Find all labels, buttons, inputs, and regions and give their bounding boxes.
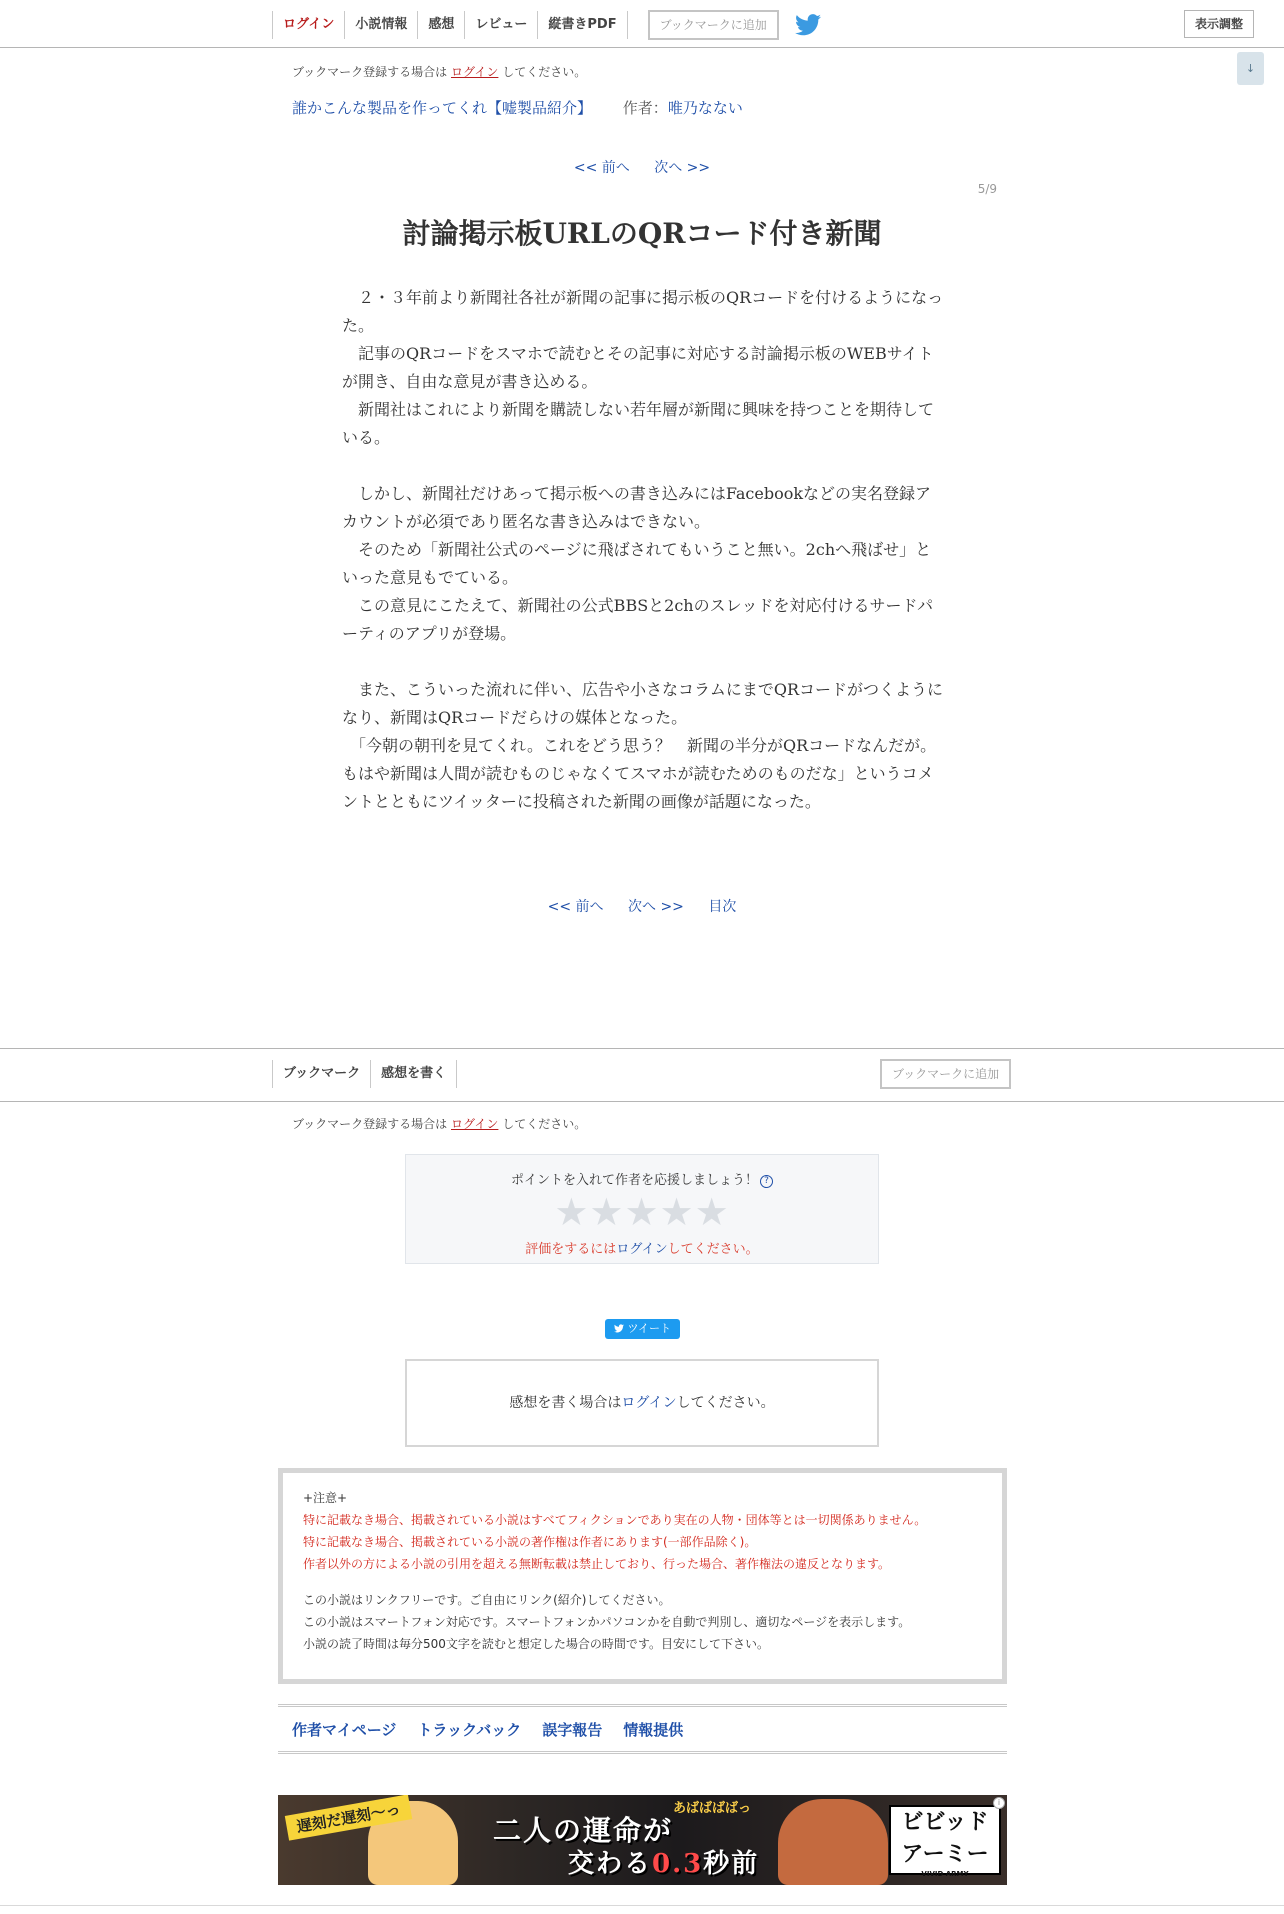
body-line: 記事のQRコードをスマホで読むとその記事に対応する討論掲示板のWEBサイトが開き、自由な意見が書き込める。 xyxy=(342,344,934,391)
rating-heading-text: ポイントを入れて作者を応援しましょう！ xyxy=(510,1173,758,1188)
note-text: 感想を書く場合は xyxy=(509,1395,622,1411)
nav-bookmark[interactable]: ブックマーク xyxy=(272,1060,370,1088)
bookmark-login-note xyxy=(292,1115,586,1132)
note-text: してください。 xyxy=(502,65,587,79)
logo-text-top: ビビッド xyxy=(901,1810,989,1835)
banner-highlight: 0.3 xyxy=(652,1849,704,1879)
add-bookmark-button[interactable]: ブックマークに追加 xyxy=(648,10,779,40)
author-link[interactable]: 唯乃なない xyxy=(667,99,743,117)
nav-write-impression[interactable]: 感想を書く xyxy=(370,1060,457,1088)
nav-login[interactable]: ログイン xyxy=(272,11,344,39)
next-link[interactable]: 次へ >> xyxy=(654,160,711,176)
series-title-link[interactable]: 誰かこんな製品を作ってくれ【嘘製品紹介】 xyxy=(292,99,593,117)
note-text: してください。 xyxy=(502,1117,587,1131)
prev-link[interactable]: << 前へ xyxy=(573,160,630,176)
novel-body xyxy=(342,284,946,816)
banner-tagline-2 xyxy=(568,1843,759,1880)
note-text: ブックマーク登録する場合は xyxy=(292,65,448,79)
nav-impressions[interactable]: 感想 xyxy=(417,11,464,39)
rating-login-note xyxy=(406,1238,878,1257)
scroll-down-button[interactable]: ↓ xyxy=(1237,52,1264,85)
chapter-title: 討論掲示板URLのQRコード付き新聞 xyxy=(402,217,882,250)
display-settings-button[interactable]: 表示調整 xyxy=(1184,10,1254,38)
footer-links xyxy=(278,1704,1007,1754)
impression-box xyxy=(405,1359,879,1447)
help-icon[interactable]: ? xyxy=(760,1175,773,1188)
login-link[interactable]: ログイン xyxy=(621,1395,677,1411)
ad-info-icon[interactable]: i xyxy=(993,1797,1005,1809)
body-line: 新聞社はこれにより新聞を購読しない若年層が新聞に興味を持つことを期待している。 xyxy=(342,400,935,447)
notice-heading: +注意+ xyxy=(303,1491,348,1505)
tweet-label: ツイート xyxy=(627,1322,671,1335)
login-link[interactable]: ログイン xyxy=(616,1242,668,1257)
ad-banner[interactable] xyxy=(278,1795,1007,1885)
body-line: 「今朝の朝刊を見てくれ。これをどう思う？ 新聞の半分がQRコードなんだが。もはや新聞は人間が読むものじゃなくてスマホが読むためのものだな」というコメントとともにツイッターに投稿された新聞の画像が話題になった。 xyxy=(342,736,937,811)
notice-line: この小説はリンクフリーです。ご自由にリンク(紹介)してください。 xyxy=(303,1593,671,1607)
add-bookmark-button[interactable]: ブックマークに追加 xyxy=(880,1059,1011,1089)
login-link[interactable]: ログイン xyxy=(451,65,499,79)
note-text: してください。 xyxy=(667,1242,759,1257)
banner-logo xyxy=(889,1805,1001,1878)
rating-heading xyxy=(406,1169,878,1188)
twitter-icon[interactable] xyxy=(795,14,821,36)
info-provide-link[interactable]: 情報提供 xyxy=(623,1720,684,1739)
bottom-toolbar xyxy=(0,1048,1284,1102)
author-mypage-link[interactable]: 作者マイページ xyxy=(292,1720,397,1739)
body-line: そのため「新聞社公式のページに飛ばされてもいうこと無い。2chへ飛ばせ」といった意見もでている。 xyxy=(342,540,932,587)
body-line xyxy=(342,452,946,480)
body-line: ２・３年前より新聞社各社が新聞の記事に掲示板のQRコードを付けるようになった。 xyxy=(342,288,944,335)
notice-box xyxy=(278,1468,1007,1684)
page-number: 5/9 xyxy=(977,182,997,196)
pager-bottom xyxy=(0,896,1284,916)
rating-box xyxy=(405,1154,879,1264)
banner-text: 秒前 xyxy=(703,1849,760,1879)
typo-report-link[interactable]: 誤字報告 xyxy=(542,1720,603,1739)
author-label: 作者： xyxy=(622,99,668,117)
rating-stars[interactable]: ★★★★★ xyxy=(554,1190,730,1234)
note-text: 評価をするには xyxy=(525,1242,617,1257)
banner-small-text: あばばばばっ xyxy=(673,1801,752,1816)
pager-top xyxy=(0,157,1284,177)
banner-left-tag: 遅刻だ遅刻〜っ xyxy=(285,1795,412,1841)
logo-text-small: VIVID ARMY xyxy=(921,1870,969,1878)
spacer xyxy=(303,1575,982,1589)
trackback-link[interactable]: トラックバック xyxy=(417,1720,522,1739)
body-line: しかし、新聞社だけあって掲示板への書き込みにはFacebookなどの実名登録アカウントが必須であり匿名な書き込みはできない。 xyxy=(342,484,932,531)
notice-red-line: 特に記載なき場合、掲載されている小説の著作権は作者にあります(一部作品除く)。 xyxy=(303,1535,757,1549)
prev-link[interactable]: << 前へ xyxy=(547,899,604,915)
nav-review[interactable]: レビュー xyxy=(464,11,537,39)
next-link[interactable]: 次へ >> xyxy=(628,899,684,915)
banner-text: 交わる xyxy=(568,1849,653,1879)
body-line xyxy=(342,648,946,676)
top-nav xyxy=(272,10,821,40)
body-line: この意見にこたえて、新聞社の公式BBSと2chのスレッドを対応付けるサードパーティのアプリが登場。 xyxy=(342,596,934,643)
body-line: また、こういった流れに伴い、広告や小さなコラムにまでQRコードがつくようになり、新聞はQRコードだらけの媒体となった。 xyxy=(342,680,944,727)
notice-red-line: 特に記載なき場合、掲載されている小説はすべてフィクションであり実在の人物・団体等とは一切関係ありません。 xyxy=(303,1513,927,1527)
nav-vertical-pdf[interactable]: 縦書きPDF xyxy=(537,11,627,39)
notice-red-line: 作者以外の方による小説の引用を超える無断転載は禁止しており、行った場合、著作権法の違反となります。 xyxy=(303,1557,891,1571)
banner-character-image xyxy=(778,1799,888,1885)
tweet-button[interactable] xyxy=(605,1319,680,1339)
note-text: してください。 xyxy=(676,1395,775,1411)
top-toolbar xyxy=(0,0,1284,48)
nav-novel-info[interactable]: 小説情報 xyxy=(344,11,417,39)
toc-link[interactable]: 目次 xyxy=(708,899,737,915)
notice-line: 小説の読了時間は毎分500文字を読むと想定した場合の時間です。目安にして下さい。 xyxy=(303,1637,769,1651)
logo-text-bottom: アーミー xyxy=(901,1842,989,1867)
bookmark-login-note xyxy=(292,63,586,80)
bottom-nav xyxy=(272,1059,457,1089)
twitter-icon xyxy=(614,1324,624,1333)
divider xyxy=(0,1905,1284,1906)
series-info xyxy=(292,97,743,118)
login-link[interactable]: ログイン xyxy=(451,1117,499,1131)
banner-tagline: 二人の運命が xyxy=(493,1814,674,1847)
notice-line: この小説はスマートフォン対応です。スマートフォンかパソコンかを自動で判別し、適切なページを表示します。 xyxy=(303,1615,911,1629)
note-text: ブックマーク登録する場合は xyxy=(292,1117,448,1131)
